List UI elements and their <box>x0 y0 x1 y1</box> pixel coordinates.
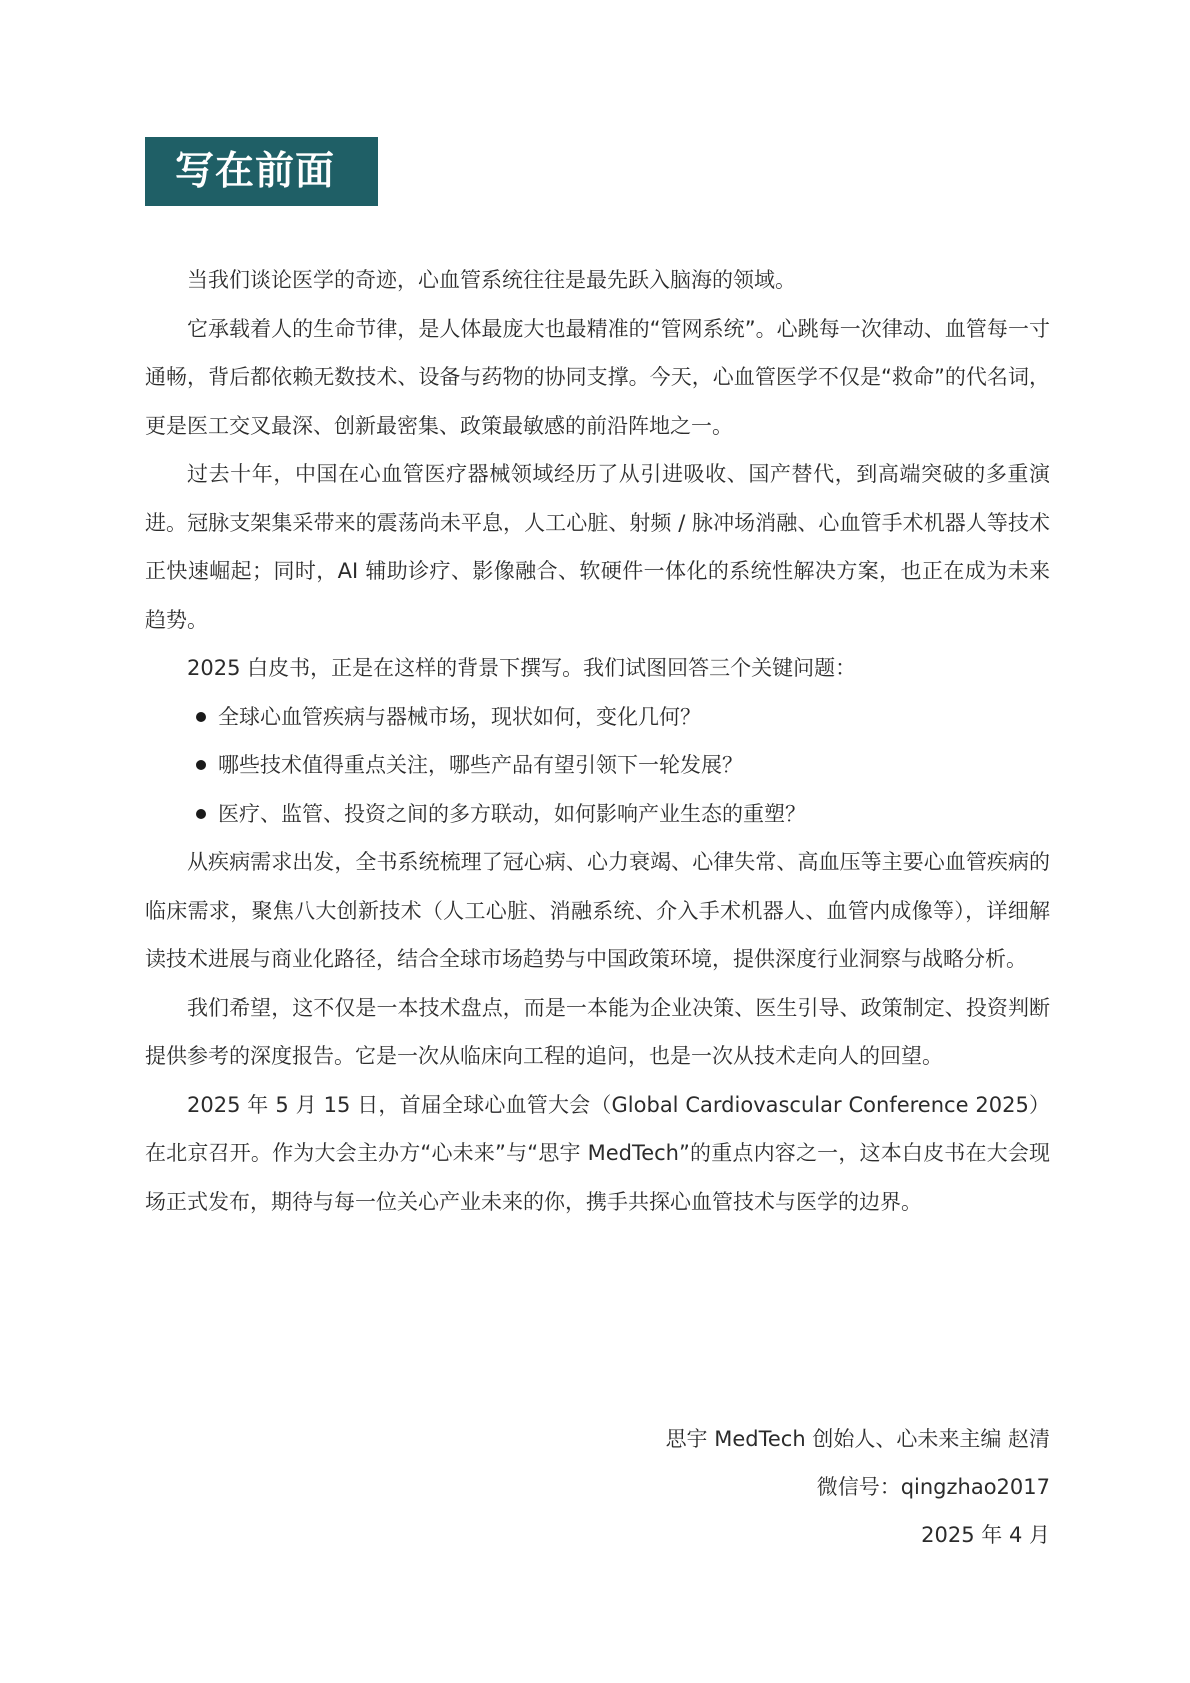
question-text: 医疗、监管、投资之间的多方联动，如何影响产业生态的重塑？ <box>218 801 806 826</box>
paragraph-questions-lead: 2025 白皮书，正是在这样的背景下撰写。我们试图回答三个关键问题： <box>187 656 857 680</box>
paragraph-intro: 当我们谈论医学的奇迹，心血管系统往往是最先跃入脑海的领域。 <box>187 268 796 292</box>
preface-body <box>145 256 1050 1226</box>
question-text: 全球心血管疾病与器械市场，现状如何，变化几何？ <box>218 704 701 729</box>
wechat-line: 微信号：qingzhao2017 <box>816 1475 1050 1499</box>
paragraph-conference: 2025 年 5 月 15 日，首届全球心血管大会（Global Cardiovascular Conference 2025）在北京召开。作为大会主办方“心未来”与“思宇 MedTech”的重点内容之一，这本白皮书在大会现场正式发布，期待与每一位关心产业未来的你，携手共探心血管技术与医学的边界。 <box>145 1092 1050 1214</box>
paragraph-scope: 从疾病需求出发，全书系统梳理了冠心病、心力衰竭、心律失常、高血压等主要心血管疾病的临床需求，聚焦八大创新技术（人工心脏、消融系统、介入手术机器人、血管内成像等），详细解读技术进展与商业化路径，结合全球市场趋势与中国政策环境，提供深度行业洞察与战略分析。 <box>145 850 1050 971</box>
paragraph-lifeline: 它承载着人的生命节律，是人体最庞大也最精准的“管网系统”。心跳每一次律动、血管每一寸通畅，背后都依赖无数技术、设备与药物的协同支撑。今天，心血管医学不仅是“救命”的代名词，更是医工交叉最深、创新最密集、政策最敏感的前沿阵地之一。 <box>145 316 1050 438</box>
signature-block <box>666 1415 1050 1559</box>
date-line: 2025 年 4 月 <box>921 1523 1050 1547</box>
question-text: 哪些技术值得重点关注，哪些产品有望引领下一轮发展？ <box>218 753 743 777</box>
author-line: 思宇 MedTech 创始人、心未来主编 赵清 <box>665 1427 1050 1451</box>
bullet-icon <box>196 712 206 722</box>
list-item <box>145 693 1050 742</box>
list-item <box>145 741 1050 790</box>
key-questions-list <box>145 693 1050 839</box>
bullet-icon <box>196 760 206 770</box>
paragraph-decade: 过去十年，中国在心血管医疗器械领域经历了从引进吸收、国产替代，到高端突破的多重演进。冠脉支架集采带来的震荡尚未平息，人工心脏、射频 / 脉冲场消融、心血管手术机器人等技术正快速崛起；同时，AI 辅助诊疗、影像融合、软硬件一体化的系统性解决方案，也正在成为未来趋势。 <box>145 462 1051 632</box>
paragraph-hope: 我们希望，这不仅是一本技术盘点，而是一本能为企业决策、医生引导、政策制定、投资判断提供参考的深度报告。它是一次从临床向工程的追问，也是一次从技术走向人的回望。 <box>145 995 1050 1068</box>
list-item <box>145 790 1050 839</box>
bullet-icon <box>196 809 206 819</box>
section-heading: 写在前面 <box>145 137 378 206</box>
